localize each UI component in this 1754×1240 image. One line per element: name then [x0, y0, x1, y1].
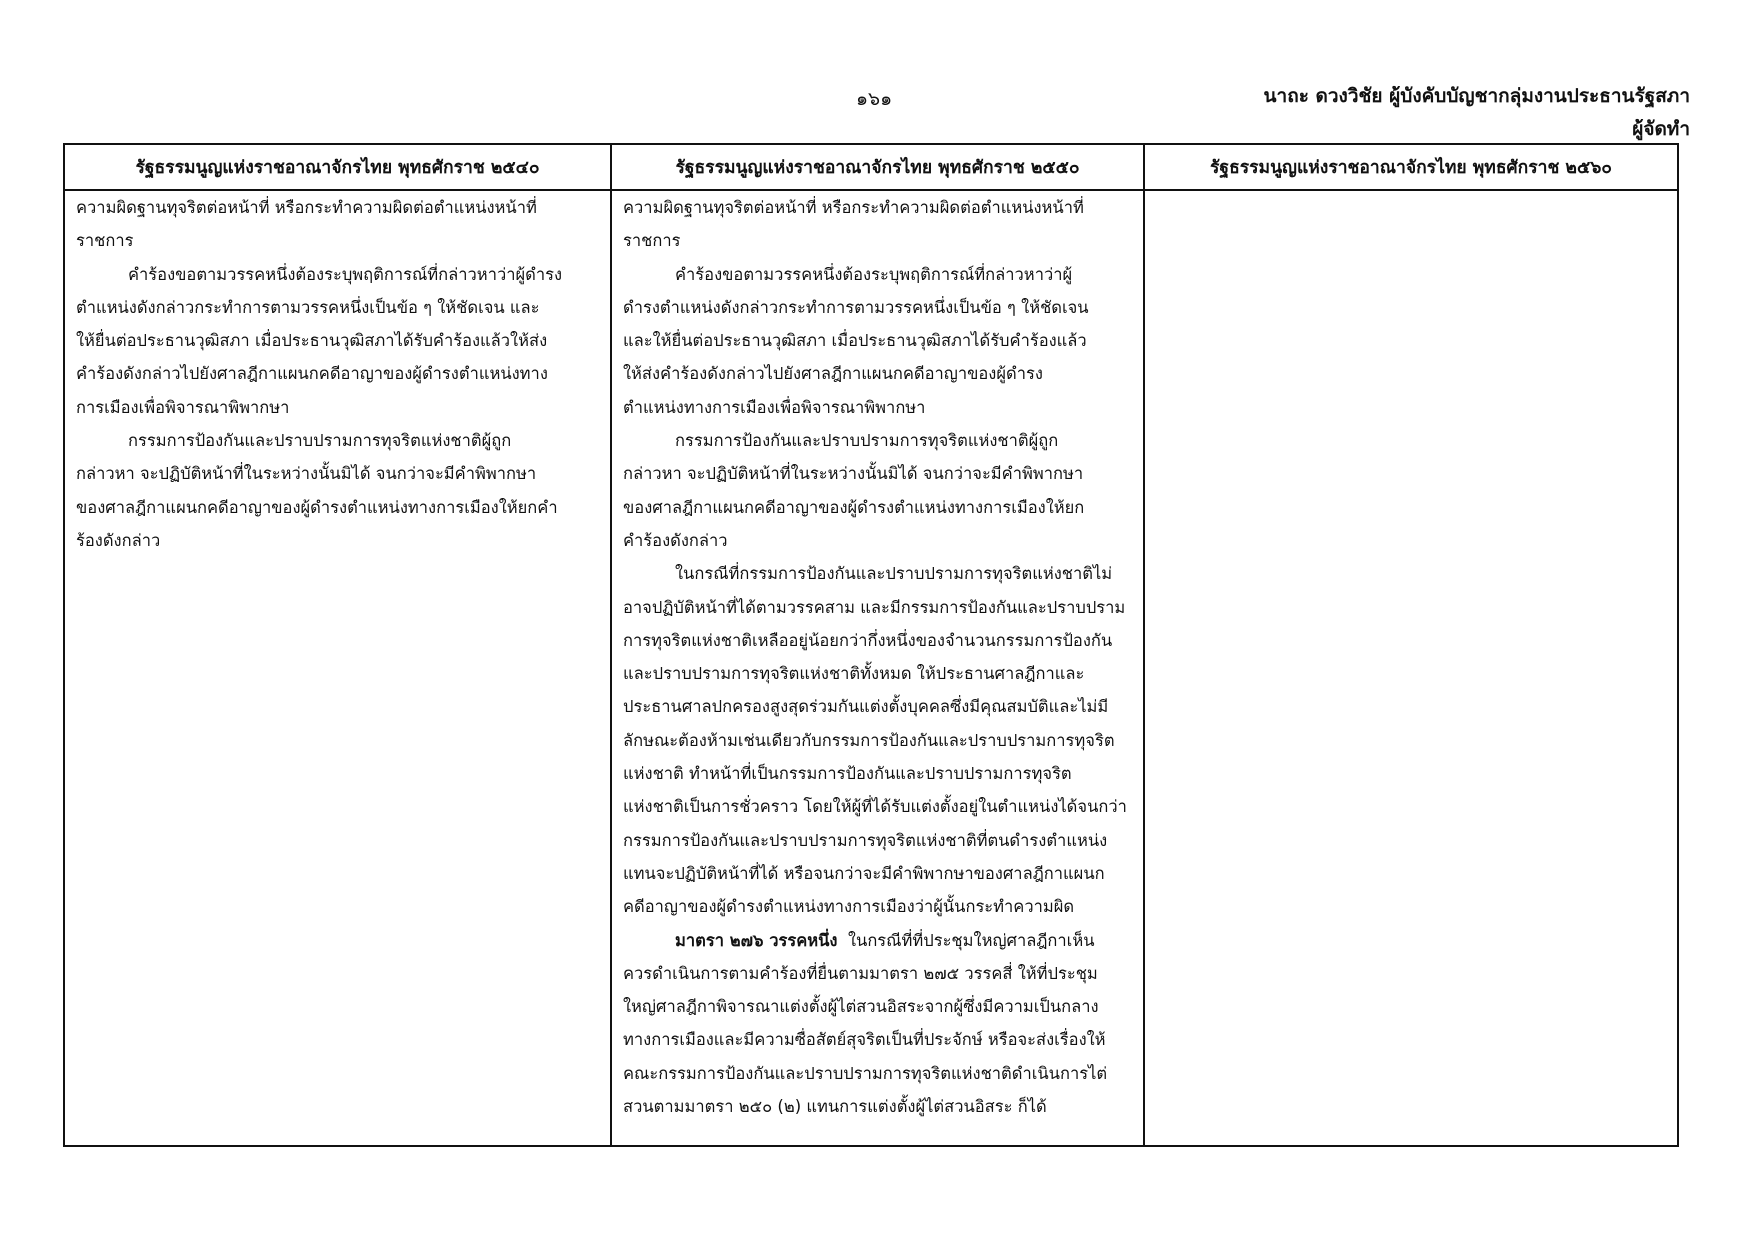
text-line: กรรมการป้องกันและปราบปรามการทุจริตแห่งชาติผู้ถูก — [675, 431, 1059, 451]
text-line: คำร้องขอตามวรรคหนึ่งต้องระบุพฤติการณ์ที่กล่าวหาว่าผู้ — [675, 264, 1073, 284]
text-line: ควรดำเนินการตามคำร้องที่ยื่นตามมาตรา ๒๗๕ วรรคสี่ ให้ที่ประชุม — [623, 963, 1098, 983]
text-line: และให้ยื่นต่อประธานวุฒิสภา เมื่อประธานวุฒิสภาได้รับคำร้องแล้ว — [623, 331, 1087, 351]
text-line: แทนจะปฏิบัติหน้าที่ได้ หรือจนกว่าจะมีคำพิพากษาของศาลฎีกาแผนก — [623, 863, 1105, 883]
author-line-2: ผู้จัดทำ — [1632, 118, 1690, 140]
text-line: การทุจริตแห่งชาติเหลืออยู่น้อยกว่ากึ่งหนึ่งของจำนวนกรรมการป้องกัน — [623, 630, 1113, 650]
table-header-row — [65, 145, 1677, 191]
text-line: ดำรงตำแหน่งดังกล่าวกระทำการตามวรรคหนึ่งเป็นข้อ ๆ ให้ชัดเจน — [623, 297, 1089, 317]
text-line: อาจปฏิบัติหน้าที่ได้ตามวรรคสาม และมีกรรมการป้องกันและปราบปราม — [623, 597, 1126, 617]
cell-2560 — [1145, 191, 1677, 1145]
text-line: ราชการ — [623, 231, 681, 251]
author-line-1: นาถะ ดวงวิชัย ผู้บังคับบัญชากลุ่มงานประธานรัฐสภา — [1263, 85, 1690, 107]
text-line: ของศาลฎีกาแผนกคดีอาญาของผู้ดำรงตำแหน่งทางการเมืองให้ยก — [623, 497, 1085, 517]
text-line: การเมืองเพื่อพิจารณาพิพากษา — [76, 397, 290, 417]
text-line: กล่าวหา จะปฏิบัติหน้าที่ในระหว่างนั้นมิได้ จนกว่าจะมีคำพิพากษา — [76, 464, 537, 484]
text-line: กรรมการป้องกันและปราบปรามการทุจริตแห่งชาติผู้ถูก — [128, 431, 512, 451]
text-line: ร้องดังกล่าว — [76, 530, 161, 550]
section-label: มาตรา ๒๗๖ วรรคหนึ่ง — [675, 930, 838, 950]
text-line: ให้ส่งคำร้องดังกล่าวไปยังศาลฎีกาแผนกคดีอาญาของผู้ดำรง — [623, 364, 1043, 384]
text-line: คำร้องดังกล่าว — [623, 530, 728, 550]
text-line: คณะกรรมการป้องกันและปราบปรามการทุจริตแห่งชาติดำเนินการไต่ — [623, 1063, 1108, 1083]
page-number: ๑๖๑ — [856, 88, 893, 110]
text-line: กรรมการป้องกันและปราบปรามการทุจริตแห่งชาติที่ตนดำรงตำแหน่ง — [623, 830, 1108, 850]
text-line: ของศาลฎีกาแผนกคดีอาญาของผู้ดำรงตำแหน่งทางการเมืองให้ยกคำ — [76, 497, 558, 517]
text-line: คำร้องดังกล่าวไปยังศาลฎีกาแผนกคดีอาญาของผู้ดำรงตำแหน่งทาง — [76, 364, 548, 384]
text-line: ทางการเมืองและมีความซื่อสัตย์สุจริตเป็นที่ประจักษ์ หรือจะส่งเรื่องให้ — [623, 1030, 1106, 1050]
text-line: กล่าวหา จะปฏิบัติหน้าที่ในระหว่างนั้นมิได้ จนกว่าจะมีคำพิพากษา — [623, 464, 1084, 484]
text-line: สวนตามมาตรา ๒๕๐ (๒) แทนการแต่งตั้งผู้ไต่สวนอิสระ ก็ได้ — [623, 1097, 1047, 1117]
text-line: ประธานศาลปกครองสูงสุดร่วมกันแต่งตั้งบุคคลซึ่งมีคุณสมบัติและไม่มี — [623, 697, 1109, 717]
comparison-table — [63, 143, 1679, 1147]
text-line: ความผิดฐานทุจริตต่อหน้าที่ หรือกระทำความผิดต่อตำแหน่งหน้าที่ — [623, 198, 1084, 217]
text-line: ความผิดฐานทุจริตต่อหน้าที่ หรือกระทำความผิดต่อตำแหน่งหน้าที่ — [76, 198, 537, 217]
text-line: ราชการ — [76, 231, 134, 251]
section-line — [623, 924, 1133, 957]
column-header-2550: รัฐธรรมนูญแห่งราชอาณาจักรไทย พุทธศักราช ๒๕๕๐ — [612, 145, 1145, 189]
text-line: ตำแหน่งดังกล่าวกระทำการตามวรรคหนึ่งเป็นข้อ ๆ ให้ชัดเจน และ — [76, 297, 540, 317]
text-line: คดีอาญาของผู้ดำรงตำแหน่งทางการเมืองว่าผู้นั้นกระทำความผิด — [623, 897, 1075, 917]
text-line: คำร้องขอตามวรรคหนึ่งต้องระบุพฤติการณ์ที่กล่าวหาว่าผู้ดำรง — [128, 264, 563, 284]
text-line: ลักษณะต้องห้ามเช่นเดียวกับกรรมการป้องกันและปราบปรามการทุจริต — [623, 730, 1115, 750]
table-body-row — [65, 191, 1677, 1145]
column-header-2540: รัฐธรรมนูญแห่งราชอาณาจักรไทย พุทธศักราช ๒๕๔๐ — [65, 145, 612, 189]
section-text: ในกรณีที่ที่ประชุมใหญ่ศาลฎีกาเห็น — [847, 930, 1095, 950]
text-line: ใหญ่ศาลฎีกาพิจารณาแต่งตั้งผู้ไต่สวนอิสระจากผู้ซึ่งมีความเป็นกลาง — [623, 997, 1099, 1017]
text-line: ในกรณีที่กรรมการป้องกันและปราบปรามการทุจริตแห่งชาติไม่ — [675, 564, 1113, 584]
cell-2540 — [65, 191, 612, 1145]
text-line: แห่งชาติเป็นการชั่วคราว โดยให้ผู้ที่ได้รับแต่งตั้งอยู่ในตำแหน่งได้จนกว่า — [623, 797, 1127, 817]
text-line: ตำแหน่งทางการเมืองเพื่อพิจารณาพิพากษา — [623, 397, 926, 417]
cell-2550 — [612, 191, 1145, 1145]
column-header-2560: รัฐธรรมนูญแห่งราชอาณาจักรไทย พุทธศักราช ๒๕๖๐ — [1210, 158, 1612, 178]
author-credit — [1264, 80, 1690, 146]
text-line: และปราบปรามการทุจริตแห่งชาติทั้งหมด ให้ประธานศาลฎีกาและ — [623, 664, 1085, 684]
text-line: ให้ยื่นต่อประธานวุฒิสภา เมื่อประธานวุฒิสภาได้รับคำร้องแล้วให้ส่ง — [76, 331, 548, 351]
text-line: แห่งชาติ ทำหน้าที่เป็นกรรมการป้องกันและปราบปรามการทุจริต — [623, 764, 1072, 784]
